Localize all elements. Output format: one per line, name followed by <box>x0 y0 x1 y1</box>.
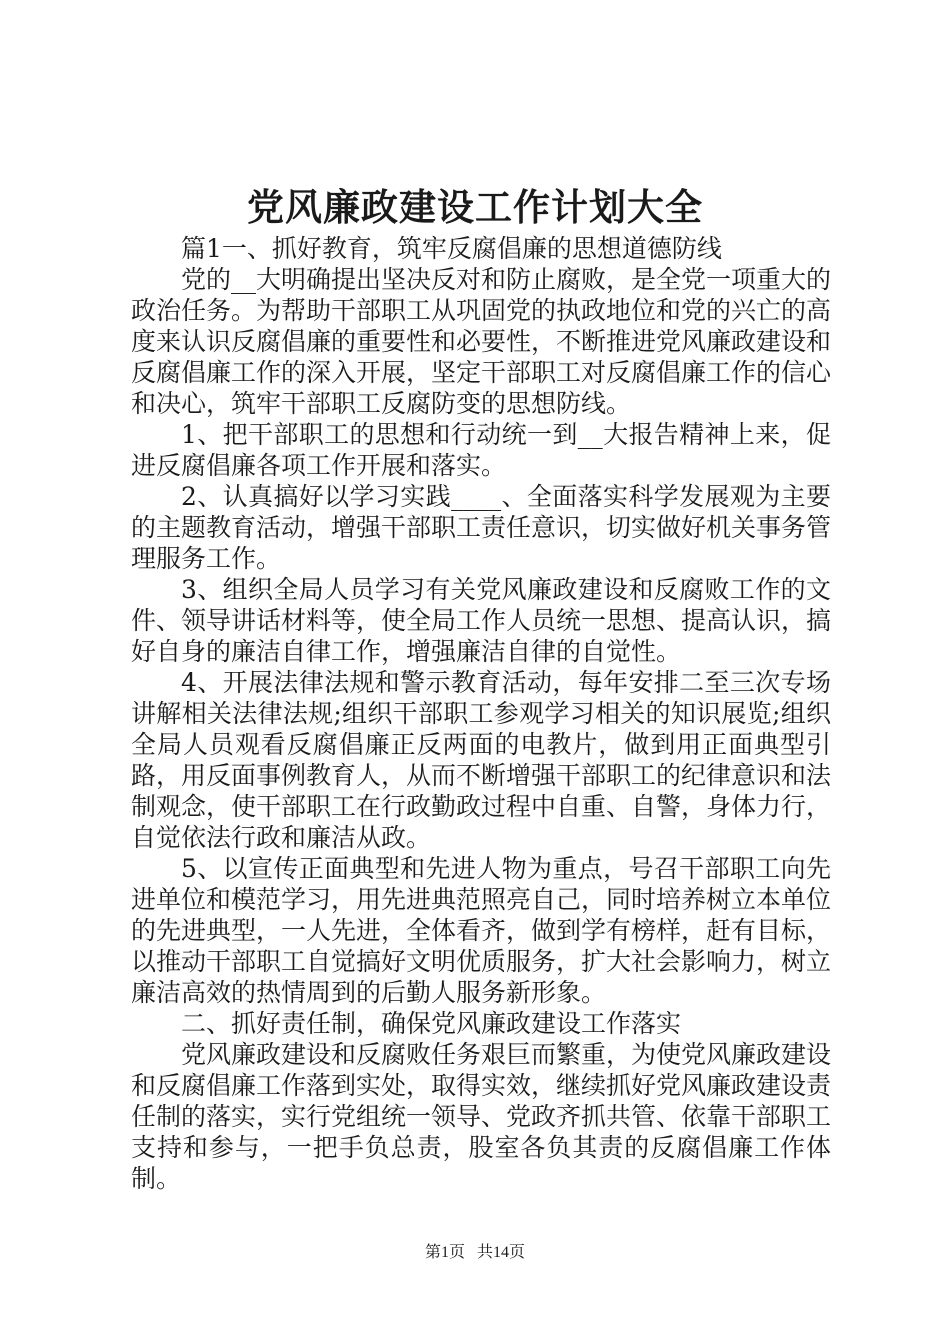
paragraph-intro: 党的__大明确提出坚决反对和防止腐败，是全党一项重大的政治任务。为帮助干部职工从巩固党的执政地位和党的兴亡的高度来认识反腐倡廉的重要性和必要性，不断推进党风廉政建设和反腐倡廉工作的深入开展，坚定干部职工对反腐倡廉工作的信心和决心，筑牢干部职工反腐防变的思想防线。 <box>131 265 832 418</box>
paragraph-item-5: 5、以宣传正面典型和先进人物为重点，号召干部职工向先进单位和模范学习，用先进典范照亮自己，同时培养树立本单位的先进典型，一人先进，全体看齐，做到学有榜样，赶有目标，以推动干部职工自觉搞好文明优质服务，扩大社会影响力，树立廉洁高效的热情周到的后勤人服务新形象。 <box>131 854 832 1007</box>
page-total: 共14页 <box>477 1244 526 1261</box>
document-title: 党风廉政建设工作计划大全 <box>247 186 703 229</box>
page-number: 第1页 <box>424 1244 465 1261</box>
paragraph-item-2: 2、认真搞好以学习实践____、全面落实科学发展观为主要的主题教育活动，增强干部职工责任意识，切实做好机关事务管理服务工作。 <box>131 482 832 573</box>
section-heading-2: 二、抓好责任制，确保党风廉政建设工作落实 <box>181 1009 682 1038</box>
paragraph-item-4: 4、开展法律法规和警示教育活动，每年安排二至三次专场讲解相关法律法规;组织干部职工参观学习相关的知识展览;组织全局人员观看反腐倡廉正反两面的电教片，做到用正面典型引路，用反面事例教育人，从而不断增强干部职工的纪律意识和法制观念，使干部职工在行政勤政过程中自重、自警，身体力行，自觉依法行政和廉洁从政。 <box>131 668 832 852</box>
document-body <box>131 233 831 1194</box>
paragraph-responsibility: 党风廉政建设和反腐败任务艰巨而繁重，为使党风廉政建设和反腐倡廉工作落到实处，取得实效，继续抓好党风廉政建设责任制的落实，实行党组统一领导、党政齐抓共管、依靠干部职工支持和参与，一把手负总责，股室各负其责的反腐倡廉工作体制。 <box>131 1040 832 1193</box>
page-footer <box>0 1242 950 1264</box>
paragraph-item-1: 1、把干部职工的思想和行动统一到__大报告精神上来，促进反腐倡廉各项工作开展和落实。 <box>131 420 831 480</box>
paragraph-item-3: 3、组织全局人员学习有关党风廉政建设和反腐败工作的文件、领导讲话材料等，使全局工作人员统一思想、提高认识，搞好自身的廉洁自律工作，增强廉洁自律的自觉性。 <box>131 575 832 666</box>
section-heading-1: 篇1一、抓好教育，筑牢反腐倡廉的思想道德防线 <box>181 234 722 263</box>
